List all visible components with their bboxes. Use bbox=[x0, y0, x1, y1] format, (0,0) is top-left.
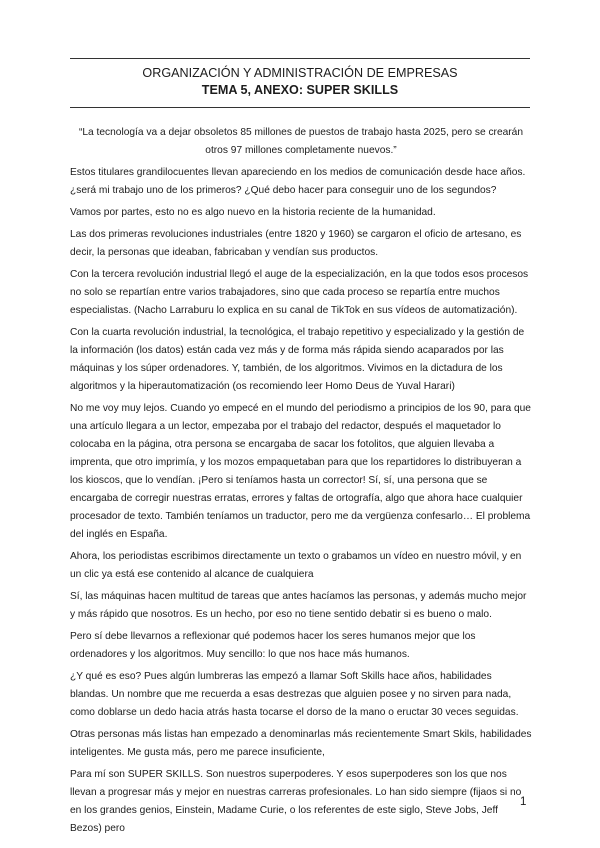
header-bottom-rule bbox=[70, 107, 530, 108]
body-paragraph: Pero sí debe llevarnos a reflexionar qué podemos hacer los seres humanos mejor que los ordenadores y los algoritmos. Muy sencillo: lo que nos hace más humanos. bbox=[70, 631, 476, 660]
body-paragraph: Ahora, los periodistas escribimos directamente un texto o grabamos un vídeo en nuestro móvil, y en un clic ya está ese contenido al alcance de cualquiera bbox=[70, 551, 522, 580]
body-paragraph: Estos titulares grandilocuentes llevan apareciendo en los medios de comunicación desde hace años. ¿será mi trabajo uno de los primeros? ¿Qué debo hacer para conseguir uno de los segundos? bbox=[70, 167, 526, 196]
body-paragraph: Vamos por partes, esto no es algo nuevo en la historia reciente de la humanidad. bbox=[70, 207, 436, 218]
body-paragraph: ¿Y qué es eso? Pues algún lumbreras las empezó a llamar Soft Skills hace años, habilidades blandas. Un nombre que me recuerda a esas destrezas que alguien posee y no sirven para nada, como doblarse un dedo hacia atrás hasta tocarse el dorso de la mano o eructar 30 veces seguidas. bbox=[70, 671, 519, 718]
body-paragraph: Las dos primeras revoluciones industriales (entre 1820 y 1960) se cargaron el oficio de artesano, es decir, la personas que ideaban, fabricaban y vendían sus productos. bbox=[70, 229, 522, 258]
document-body bbox=[70, 124, 532, 842]
body-paragraph: Otras personas más listas han empezado a denominarlas más recientemente Smart Skils, habilidades inteligentes. Me gusta más, pero me parece insuficiente, bbox=[70, 729, 532, 758]
body-paragraph: No me voy muy lejos. Cuando yo empecé en el mundo del periodismo a principios de los 90, para que una artículo llegara a un lector, empezaba por el trabajo del redactor, después el maquetador lo colocaba en la página, otra persona se encargaba de sacar los fotolitos, que alguien llevaba a imprenta, que otro imprimía, y los mozos empaquetaban para que los repartidores lo distribuyeran a los kioscos, que lo vendían. ¡Pero si teníamos hasta un corrector! Sí, sí, una persona que se encargaba de corregir nuestras erratas, errores y faltas de ortografía, algo que ahora hace cualquier procesador de texto. También teníamos un traductor, pero me da vergüenza confesarlo… El problema del inglés en España. bbox=[70, 403, 531, 540]
course-title: ORGANIZACIÓN Y ADMINISTRACIÓN DE EMPRESAS bbox=[142, 66, 458, 80]
header-top-rule bbox=[70, 58, 530, 59]
opening-quote: “La tecnología va a dejar obsoletos 85 millones de puestos de trabajo hasta 2025, pero se crearán otros 97 millones completamente nuevos.” bbox=[78, 127, 523, 156]
body-paragraph: Sí, las máquinas hacen multitud de tareas que antes hacíamos las personas, y además mucho mejor y más rápido que nosotros. Es un hecho, por eso no tiene sentido debatir si es bueno o malo. bbox=[70, 591, 527, 620]
page-number: 1 bbox=[520, 796, 527, 808]
topic-title: TEMA 5, ANEXO: SUPER SKILLS bbox=[201, 83, 399, 97]
body-paragraph: Con la tercera revolución industrial llegó el auge de la especialización, en la que todos esos procesos no solo se repartían entre varios trabajadores, sino que cada proceso se repartía entre muchos especialistas. (Nacho Larraburu lo explica en su canal de TikTok en sus vídeos de automatización). bbox=[70, 269, 529, 316]
body-paragraph: Con la cuarta revolución industrial, la tecnológica, el trabajo repetitivo y especializado y la gestión de la información (los datos) están cada vez más y de forma más rápida siendo acaparados por las máquinas y los súper ordenadores. Y, también, de los algoritmos. Vivimos en la dictadura de los algoritmos y la hiperautomatización (os recomiendo leer Homo Deus de Yuval Harari) bbox=[70, 327, 525, 392]
body-paragraph: Para mí son SUPER SKILLS. Son nuestros superpoderes. Y esos superpoderes son los que nos llevan a progresar más y mejor en nuestras carreras profesionales. Lo han sido siempre (fijaos si no en los grandes genios, Einstein, Madame Curie, o los referentes de este siglo, Steve Jobs, Jeff Bezos) pero bbox=[70, 769, 522, 834]
